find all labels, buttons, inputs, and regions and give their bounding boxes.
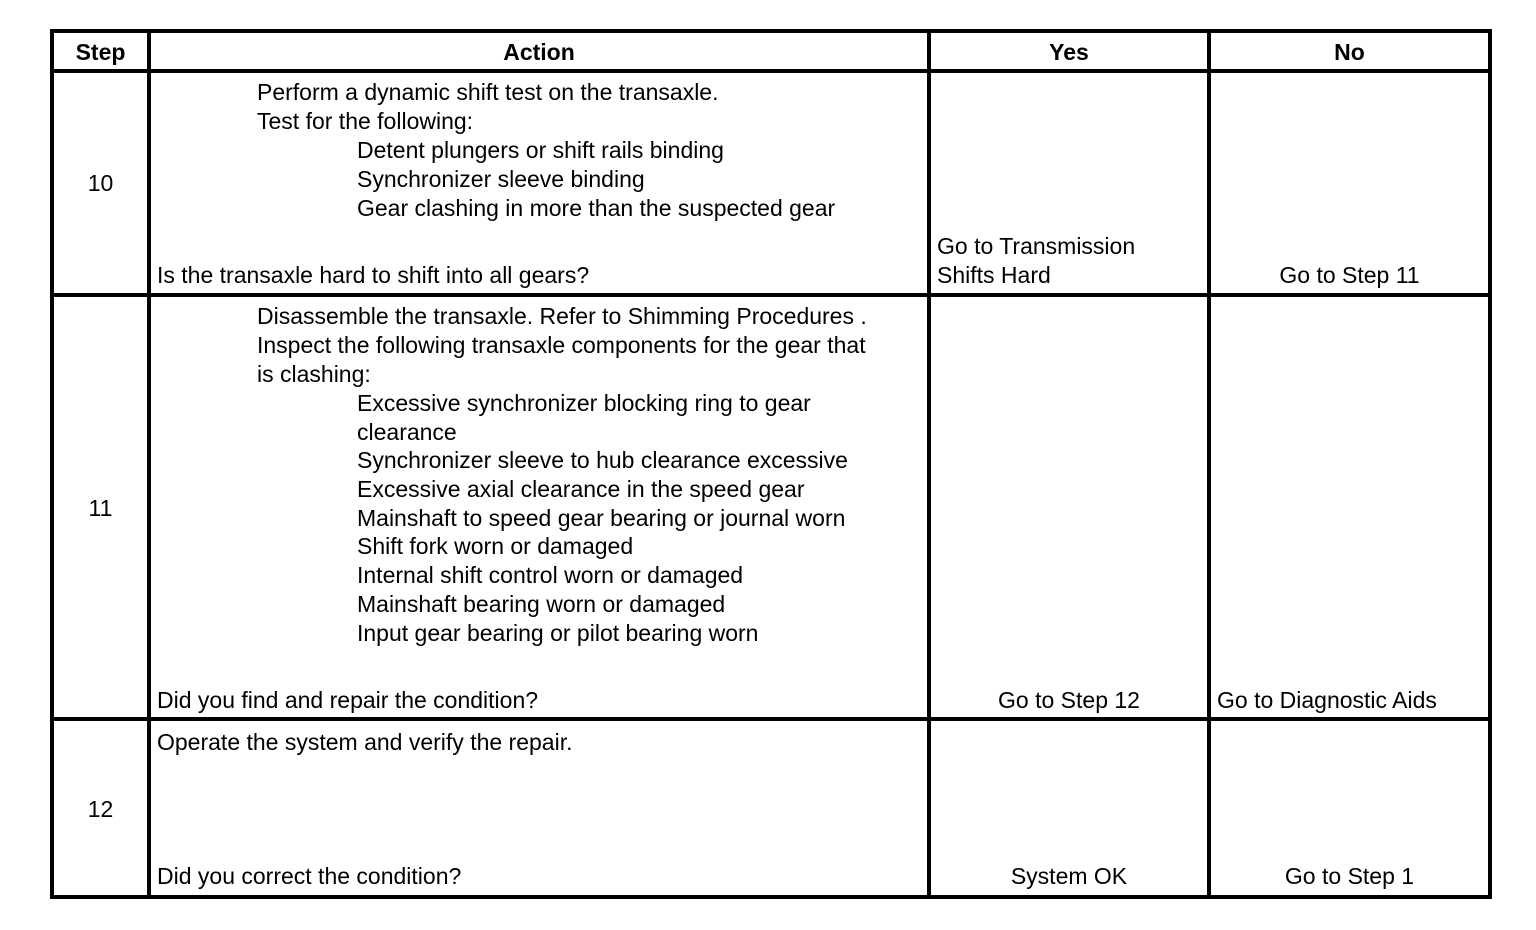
action-instruction: is clashing: [257,361,371,387]
action-check-item: Mainshaft to speed gear bearing or journal worn [357,505,846,531]
step-number: 11 [88,495,113,521]
step-number: 10 [87,170,114,196]
action-question: Did you correct the condition? [157,863,462,889]
row-divider [50,717,1492,721]
yes-result: Shifts Hard [937,262,1051,288]
action-check-item: Mainshaft bearing worn or damaged [357,591,726,617]
action-instruction: Test for the following: [257,108,474,134]
header-no: No [1334,39,1365,65]
action-check-item: Shift fork worn or damaged [357,533,634,559]
diagnostic-table [50,29,1492,899]
action-instruction: Operate the system and verify the repair. [157,729,573,755]
action-question: Is the transaxle hard to shift into all gears? [157,262,590,288]
action-check-item: Detent plungers or shift rails binding [357,137,724,163]
header-yes: Yes [1049,39,1089,65]
row-divider [50,293,1492,297]
action-check-item: Excessive axial clearance in the speed gear [357,476,805,502]
action-check-item: Gear clashing in more than the suspected gear [357,195,836,221]
action-check-item: Excessive synchronizer blocking ring to gear [357,390,811,416]
table-border-bottom [50,895,1492,899]
header-action: Action [503,39,575,65]
yes-result: Go to Step 12 [998,687,1140,713]
action-check-item: Synchronizer sleeve to hub clearance excessive [357,447,848,473]
action-check-item: Input gear bearing or pilot bearing worn [357,620,759,646]
no-result: Go to Diagnostic Aids [1217,687,1437,713]
no-result: Go to Step 11 [1279,262,1420,288]
yes-result: Go to Transmission [937,233,1136,259]
yes-result: System OK [1010,863,1128,889]
table-border-right [1488,29,1492,899]
column-divider [147,29,151,899]
action-question: Did you find and repair the condition? [157,687,539,713]
header-step: Step [75,39,126,65]
action-check-item: Internal shift control worn or damaged [357,562,744,588]
action-check-item: Synchronizer sleeve binding [357,166,645,192]
action-check-item: clearance [357,419,457,445]
table-border-left [50,29,54,899]
column-divider [927,29,931,899]
action-instruction: Inspect the following transaxle components for the gear that [257,332,866,358]
action-instruction: Perform a dynamic shift test on the transaxle. [257,79,719,105]
step-number: 12 [87,796,114,822]
column-divider [1207,29,1211,899]
no-result: Go to Step 1 [1284,863,1415,889]
action-instruction: Disassemble the transaxle. Refer to Shimming Procedures . [257,303,867,329]
